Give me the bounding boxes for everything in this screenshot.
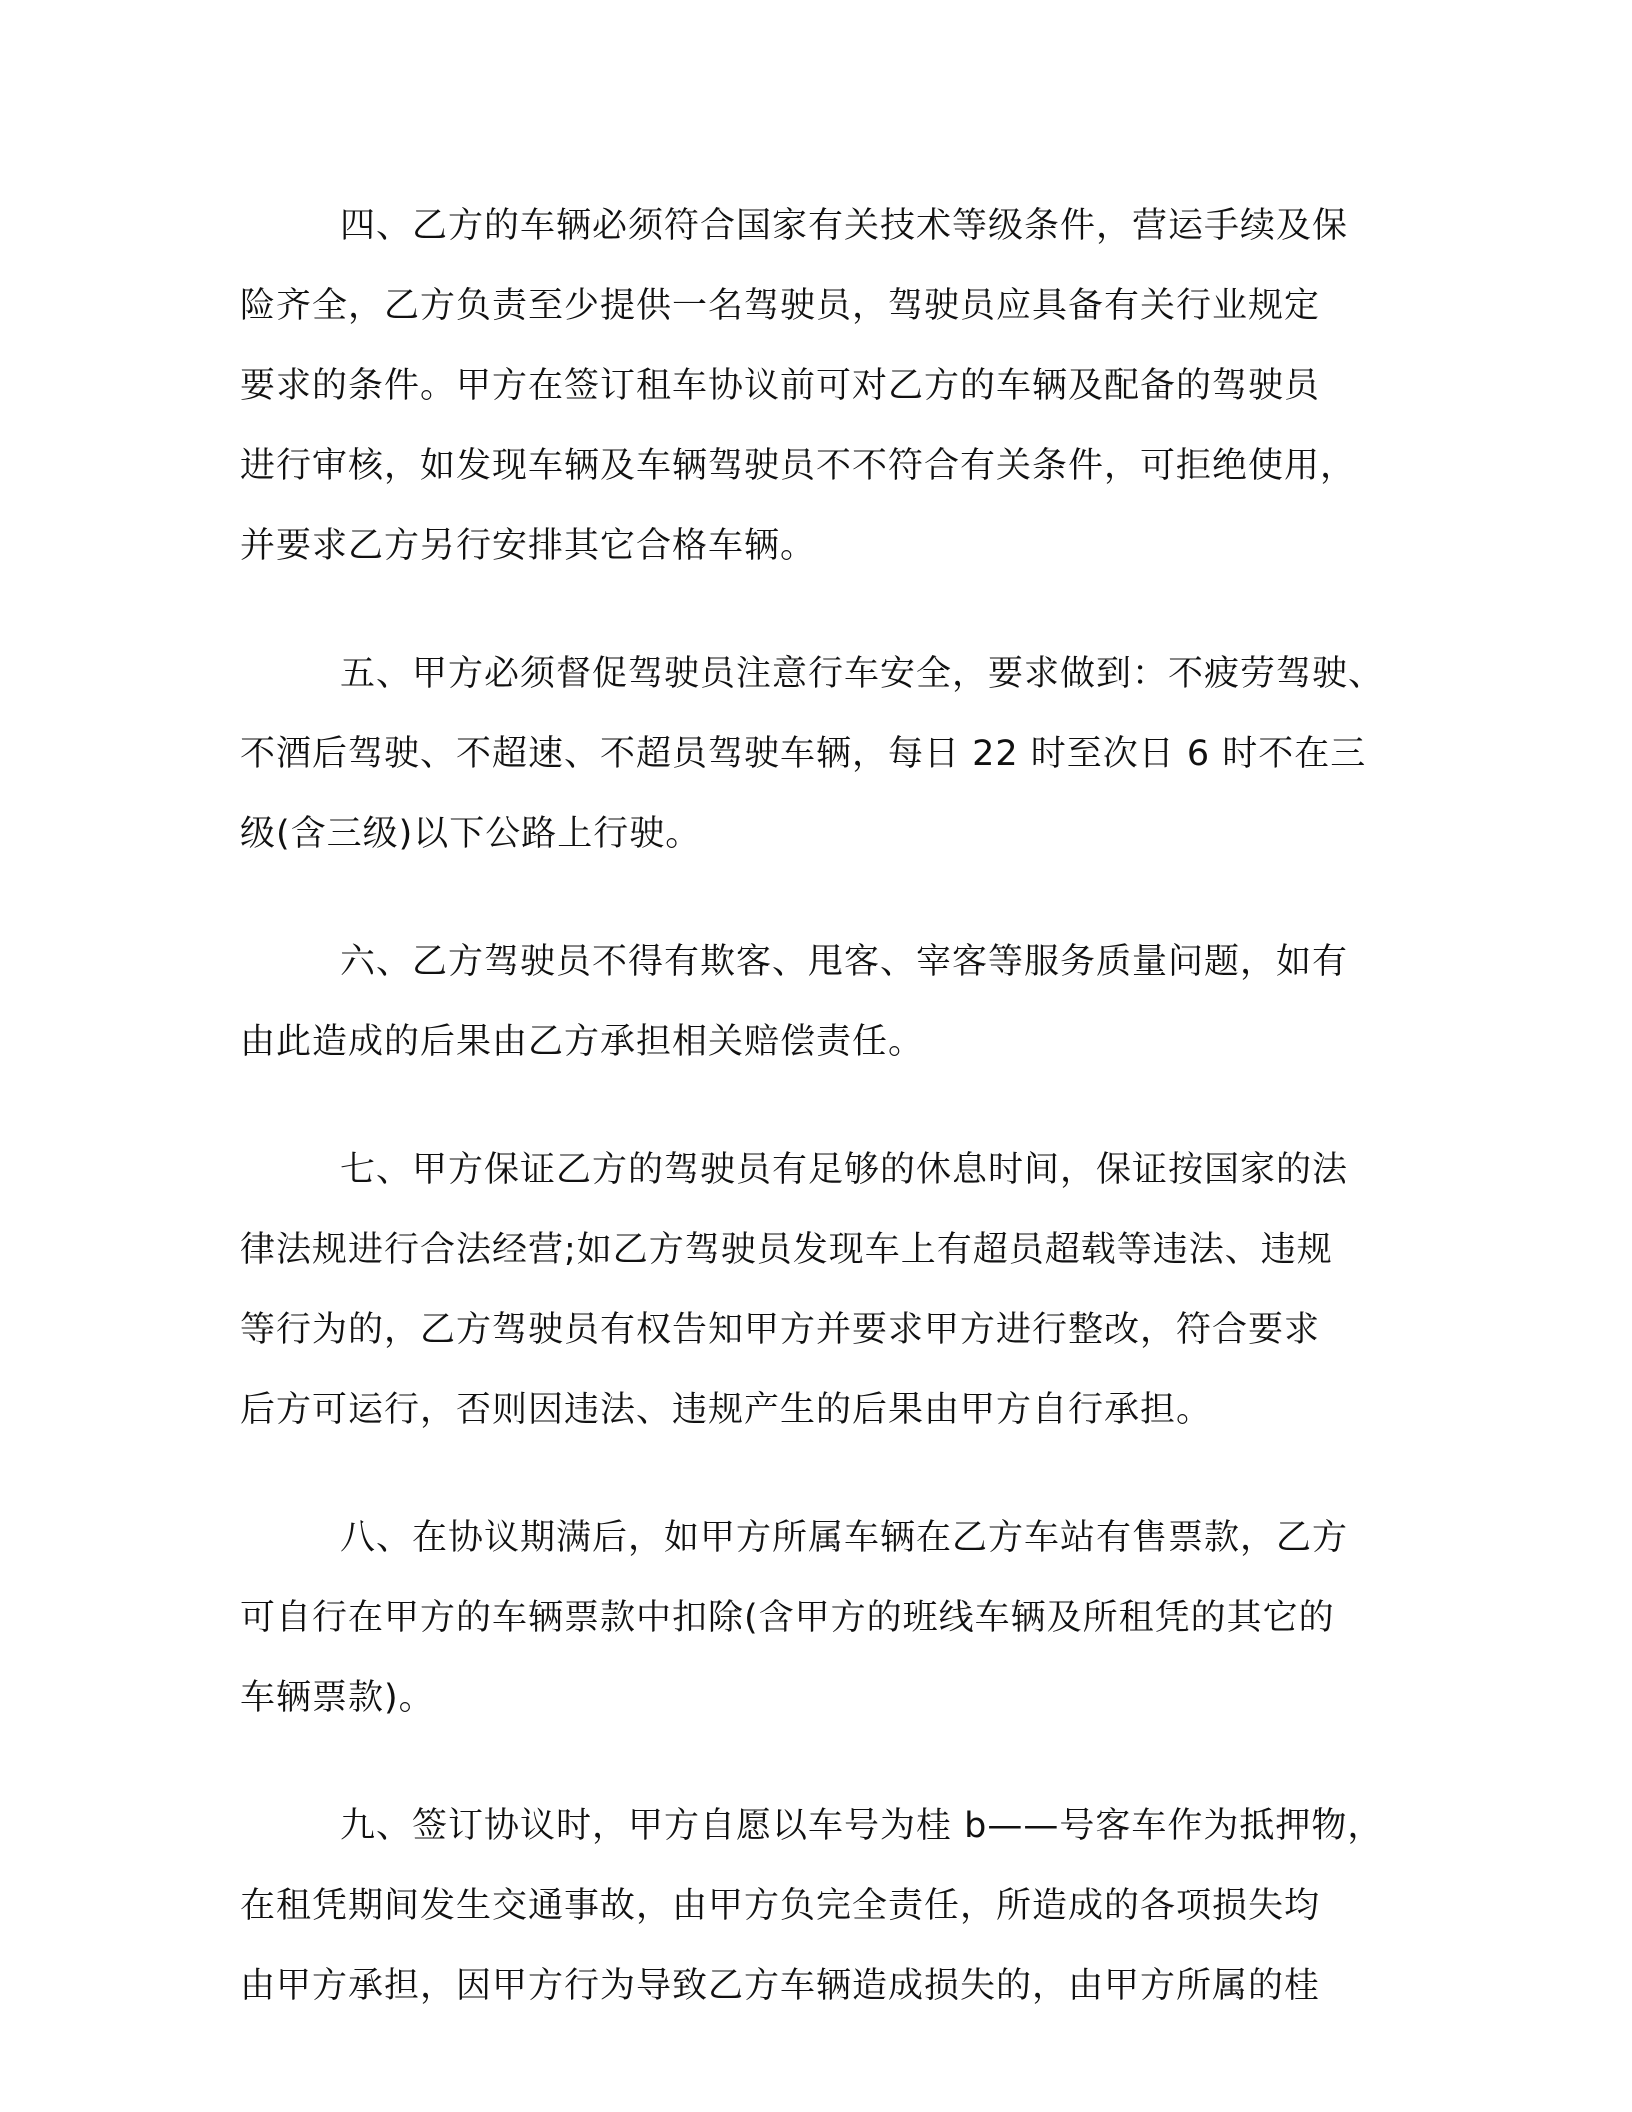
- document-page: [240, 186, 1390, 2074]
- text-line: 四、乙方的车辆必须符合国家有关技术等级条件，营运手续及保: [340, 206, 1349, 246]
- clause-8-paragraph: [240, 1498, 1390, 1738]
- text-line: 在租凭期间发生交通事故，由甲方负完全责任，所造成的各项损失均: [240, 1886, 1321, 1926]
- text-line: 后方可运行，否则因违法、违规产生的后果由甲方自行承担。: [240, 1390, 1213, 1430]
- text-line: 九、签订协议时，甲方自愿以车号为桂 b——号客车作为抵押物，: [340, 1806, 1384, 1846]
- text-line: 险齐全，乙方负责至少提供一名驾驶员，驾驶员应具备有关行业规定: [240, 286, 1321, 326]
- text-line: 八、在协议期满后，如甲方所属车辆在乙方车站有售票款，乙方: [340, 1518, 1349, 1558]
- text-line: 车辆票款)。: [240, 1678, 435, 1718]
- text-line: 由此造成的后果由乙方承担相关赔偿责任。: [240, 1022, 925, 1062]
- text-line: 由甲方承担，因甲方行为导致乙方车辆造成损失的，由甲方所属的桂: [240, 1966, 1321, 2006]
- clause-5-paragraph: [240, 634, 1390, 874]
- text-line: 并要求乙方另行安排其它合格车辆。: [240, 526, 817, 566]
- text-line: 要求的条件。甲方在签订租车协议前可对乙方的车辆及配备的驾驶员: [240, 366, 1321, 406]
- clause-9-paragraph: [240, 1786, 1390, 2026]
- text-line: 五、甲方必须督促驾驶员注意行车安全，要求做到：不疲劳驾驶、: [340, 654, 1385, 694]
- text-line: 进行审核，如发现车辆及车辆驾驶员不不符合有关条件，可拒绝使用，: [240, 446, 1357, 486]
- text-line: 律法规进行合法经营;如乙方驾驶员发现车上有超员超载等违法、违规: [240, 1230, 1333, 1270]
- text-line: 可自行在甲方的车辆票款中扣除(含甲方的班线车辆及所租凭的其它的: [240, 1598, 1335, 1638]
- text-line: 等行为的，乙方驾驶员有权告知甲方并要求甲方进行整改，符合要求: [240, 1310, 1321, 1350]
- text-line: 不酒后驾驶、不超速、不超员驾驶车辆，每日 22 时至次日 6 时不在三: [240, 734, 1367, 774]
- clause-4-paragraph: [240, 186, 1390, 586]
- text-line: 六、乙方驾驶员不得有欺客、甩客、宰客等服务质量问题，如有: [340, 942, 1349, 982]
- clause-7-paragraph: [240, 1130, 1390, 1450]
- clause-6-paragraph: [240, 922, 1390, 1082]
- text-line: 七、甲方保证乙方的驾驶员有足够的休息时间，保证按国家的法: [340, 1150, 1349, 1190]
- text-line: 级(含三级)以下公路上行驶。: [240, 814, 702, 854]
